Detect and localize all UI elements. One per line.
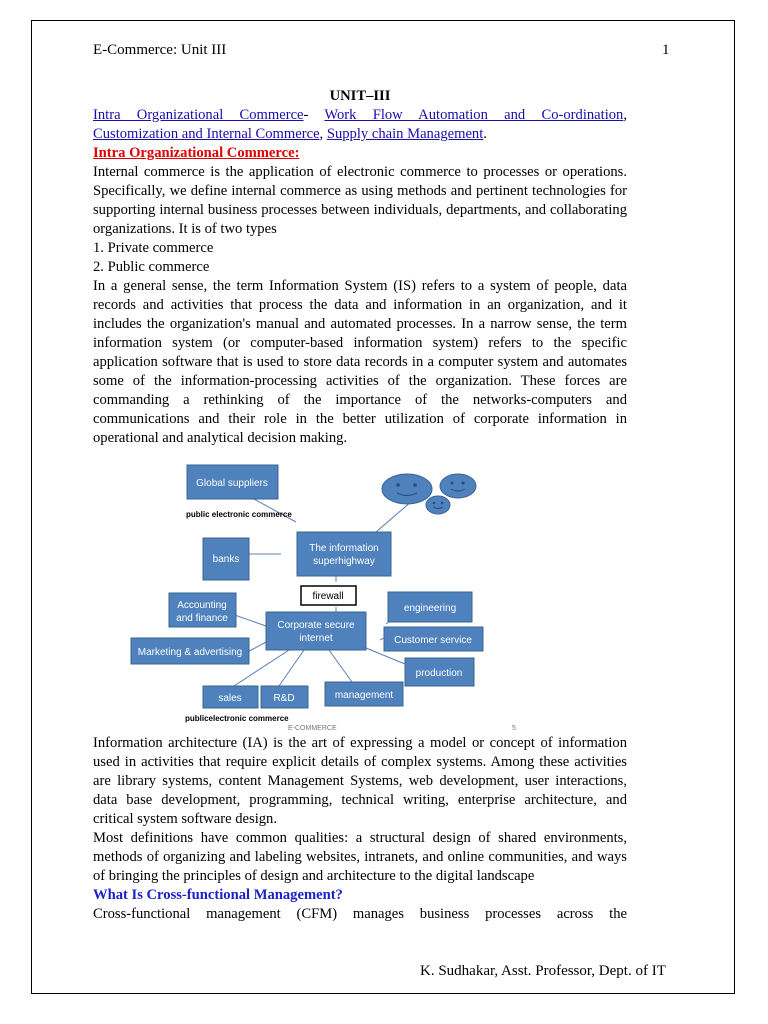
list-item: 2. Public commerce xyxy=(93,259,210,275)
toc-separator: - xyxy=(303,107,325,123)
paragraph-cross-functional: Cross-functional management (CFM) manages business processes across the xyxy=(93,906,627,922)
label-corp-line1: Corporate secure xyxy=(277,620,355,631)
label-engineering: engineering xyxy=(403,603,457,614)
connector-line xyxy=(329,650,352,682)
label-production: production xyxy=(415,668,463,679)
label-sales: sales xyxy=(218,693,242,704)
slide-footer-number: 5 xyxy=(512,725,516,732)
slide-footer-label: E-COMMERCE xyxy=(288,725,337,732)
box-information-superhighway xyxy=(297,532,391,576)
unit-title: UNIT–III xyxy=(329,88,391,104)
label-public-ec-bottom: publicelectronic commerce xyxy=(185,714,289,723)
page-number: 1 xyxy=(662,42,670,58)
toc-separator: , xyxy=(623,107,628,123)
list-item: 1. Private commerce xyxy=(93,240,214,256)
toc-separator: , xyxy=(319,126,327,142)
label-accounting-line2: and finance xyxy=(176,613,228,624)
label-marketing: Marketing & advertising xyxy=(137,647,243,658)
label-banks: banks xyxy=(212,554,240,565)
link-supply-chain-management[interactable]: Supply chain Management xyxy=(326,126,484,142)
section-heading-intra-commerce: Intra Organizational Commerce: xyxy=(93,145,300,161)
paragraph-common-qualities: Most definitions have common qualities: a structural design of shared environments, methods of organizing and labeling websites, intranets, and online communities, and ways of bringing the principles of design and architecture to the digital landscape xyxy=(93,830,627,884)
label-rnd: R&D xyxy=(273,693,295,704)
label-management: management xyxy=(334,690,394,701)
topic-links xyxy=(93,106,627,144)
label-corp-line2: internet xyxy=(299,633,333,644)
page-footer: K. Sudhakar, Asst. Professor, Dept. of IT xyxy=(420,963,666,979)
label-firewall: firewall xyxy=(312,591,344,602)
connector-line xyxy=(279,650,304,686)
paragraph-information-architecture: Information architecture (IA) is the art of expressing a model or concept of information used in activities that require explicit details of complex systems. Among these activities are library systems, content Management Systems, web development, user interactions, data base development, programming, technical writing, enterprise architecture, and critical system software design. xyxy=(93,735,627,827)
link-customization-internal-commerce[interactable]: Customization and Internal Commerce xyxy=(93,126,320,142)
section-heading-cross-functional: What Is Cross-functional Management? xyxy=(93,887,343,903)
header-title: E-Commerce: Unit III xyxy=(93,42,227,58)
paragraph-internal-commerce: Internal commerce is the application of electronic commerce to processes or operations. Specifically, we define internal commerce as using methods and pertinent technologies for supporting internal business processes between individuals, departments, and collaborating organizations. It is of two types xyxy=(93,164,627,237)
label-info-line2: superhighway xyxy=(313,556,375,567)
intra-commerce-diagram xyxy=(129,460,516,732)
label-global-suppliers: Global suppliers xyxy=(196,478,268,489)
label-info-line1: The information xyxy=(309,543,379,554)
label-customer-service: Customer service xyxy=(394,635,472,646)
link-intra-organizational-commerce[interactable]: Intra Organizational Commerce xyxy=(93,107,304,123)
box-corporate-secure-internet xyxy=(266,612,366,650)
paragraph-information-system: In a general sense, the term Information System (IS) refers to a system of people, data records and activities that process the data and information in an organization, and it includes the organization's manual and automated processes. In a narrow sense, the term information system (or computer-based information system) refers to the specific application software that is used to store data records in a computer system and automates some of the information-processing activities of the organization. These forces are commanding a rethinking of the importance of the networks-computers and communications and their role in the better utilization of corporate information in operational and analytical decision making. xyxy=(93,278,627,446)
label-public-ec-top: public electronic commerce xyxy=(186,510,292,519)
document-body xyxy=(93,87,627,924)
toc-end: . xyxy=(483,126,487,142)
people-icon xyxy=(382,474,476,514)
link-work-flow-automation[interactable]: Work Flow Automation and Co-ordination xyxy=(324,107,624,123)
label-accounting-line1: Accounting xyxy=(177,600,227,611)
